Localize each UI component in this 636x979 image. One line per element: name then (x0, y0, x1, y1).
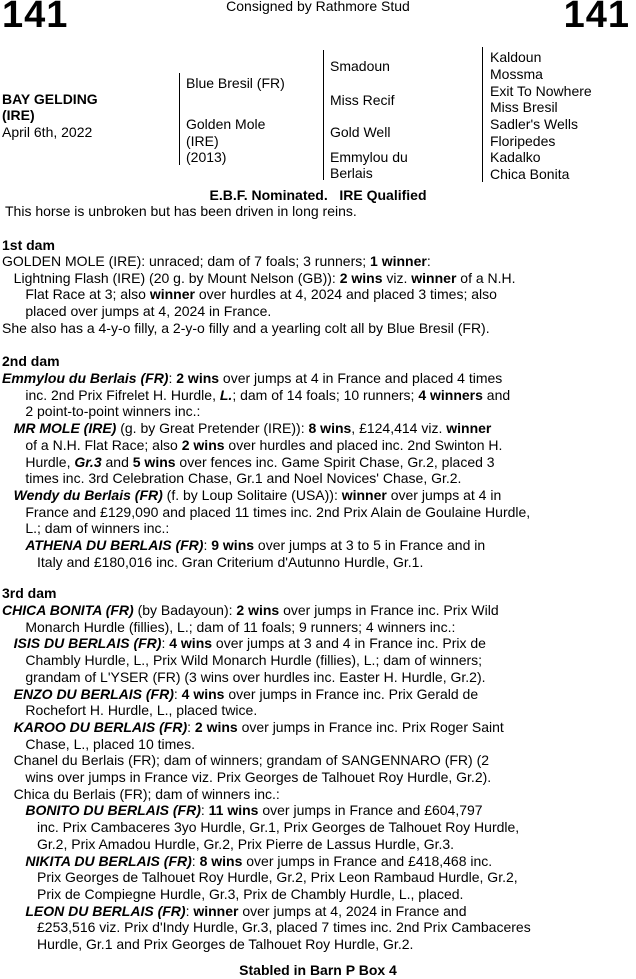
body-line: £253,516 viz. Prix d'Indy Hurdle, Gr.3, placed 7 times inc. 2nd Prix Cambaceres (2, 919, 531, 936)
stabling-info: Stabled in Barn P Box 4 (239, 962, 397, 978)
body-line: Emmylou du Berlais (FR): 2 wins over jumps at 4 in France and placed 4 times (2, 370, 503, 386)
horse-sex-colour: BAY GELDING (2, 91, 98, 107)
pedigree-ggp-1: Kaldoun (490, 49, 542, 65)
body-line: ENZO DU BERLAIS (FR): 4 wins over jumps in France inc. Prix Gerald de (13, 685, 479, 702)
body-line: Prix Georges de Talhouet Roy Hurdle, Gr.2, Prix Leon Rambaud Hurdle, Gr.2, (2, 869, 518, 886)
pedigree-sire-sire: Smadoun (330, 58, 390, 74)
pedigree-divider-3 (482, 47, 483, 182)
body-line: Wendy du Berlais (FR) (f. by Loup Solitaire (USA)): winner over jumps at 4 in (13, 486, 502, 503)
pedigree-ggp-4: Miss Bresil (490, 99, 558, 115)
section-second-dam: 2nd dam (2, 353, 60, 369)
pedigree-sire-dam: Miss Recif (330, 92, 395, 108)
body-line: Monarch Hurdle (fillies), L.; dam of 11 foals; 9 runners; 4 winners inc.: (2, 618, 456, 635)
note: This horse is unbroken but has been driven in long reins. (5, 203, 357, 219)
pedigree-ggp-3: Exit To Nowhere (490, 83, 592, 99)
body-line: Rochefort H. Hurdle, L., placed twice. (2, 702, 258, 719)
lot-number-left: 141 (2, 0, 69, 36)
horse-country: (IRE) (2, 107, 35, 123)
body-line: of a N.H. Flat Race; also 2 wins over hurdles and placed inc. 2nd Swinton H. (2, 436, 503, 453)
lot-number-right: 141 (563, 0, 630, 36)
pedigree-ggp-5: Sadler's Wells (490, 116, 578, 132)
consignor: Consigned by Rathmore Stud (226, 0, 410, 14)
body-line: inc. Prix Cambaceres 3yo Hurdle, Gr.1, Prix Georges de Talhouet Roy Hurdle, (2, 819, 520, 836)
pedigree-divider-1 (179, 73, 180, 165)
pedigree-ggp-2: Mossma (490, 66, 543, 82)
body-line: KAROO DU BERLAIS (FR): 2 wins over jumps in France inc. Prix Roger Saint (13, 718, 504, 735)
body-line: BONITO DU BERLAIS (FR): 11 wins over jumps in France and £604,797 (25, 802, 483, 819)
pedigree-sire: Blue Bresil (FR) (186, 75, 285, 91)
body-line: NIKITA DU BERLAIS (FR): 8 wins over jumps in France and £418,468 inc. (25, 852, 493, 869)
horse-foaled: April 6th, 2022 (2, 124, 93, 140)
body-line: Hurdle, Gr.1 and Prix Georges de Talhouet Roy Hurdle, Gr.2. (2, 936, 414, 952)
body-line: 2 point-to-point winners inc.: (2, 403, 201, 420)
pedigree-dam-line2: (IRE) (186, 133, 219, 149)
body-line: Italy and £180,016 inc. Gran Criterium d'Autunno Hurdle, Gr.1. (2, 553, 424, 570)
body-line: She also has a 4-y-o filly, a 2-y-o filly and a yearling colt all by Blue Bresil (FR). (2, 319, 490, 336)
body-line: ATHENA DU BERLAIS (FR): 9 wins over jumps at 3 to 5 in France and in (25, 537, 486, 553)
pedigree-ggp-8: Chica Bonita (490, 166, 570, 182)
body-line: Chica du Berlais (FR); dam of winners inc.: (2, 785, 280, 802)
pedigree-dam-line1: Golden Mole (186, 116, 266, 132)
pedigree-dam-line3: (2013) (186, 149, 227, 165)
body-line: Lightning Flash (IRE) (20 g. by Mount Nelson (GB)): 2 wins viz. winner of a N.H. (2, 269, 516, 286)
body-line: CHICA BONITA (FR) (by Badayoun): 2 wins over jumps in France inc. Prix Wild (2, 602, 499, 618)
body-line: Hurdle, Gr.3 and 5 wins over fences inc. Game Spirit Chase, Gr.2, placed 3 (2, 453, 495, 470)
pedigree-ggp-7: Kadalko (490, 149, 541, 165)
body-line: times inc. 3rd Celebration Chase, Gr.1 and Noel Novices' Chase, Gr.2. (2, 470, 462, 487)
body-line: Prix de Compiegne Hurdle, Gr.3, Prix de Chambly Hurdle, L., placed. (2, 885, 464, 902)
pedigree-dam-sire: Gold Well (330, 124, 391, 140)
body-line: Chanel du Berlais (FR); dam of winners; grandam of SANGENNARO (FR) (2 (2, 752, 490, 769)
body-line: Gr.2, Prix Amadou Hurdle, Gr.2, Prix Pierre de Lassus Hurdle, Gr.3. (2, 835, 455, 852)
pedigree-dam-dam-line1: Emmylou du (330, 149, 408, 165)
pedigree-dam-dam-line2: Berlais (330, 165, 373, 181)
body-line: wins over jumps in France viz. Prix Georges de Talhouet Roy Hurdle, Gr.2). (2, 769, 492, 785)
body-line: grandam of L'YSER (FR) (3 wins over hurdles inc. Easter H. Hurdle, Gr.2). (2, 668, 486, 685)
body-line: ISIS DU BERLAIS (FR): 4 wins over jumps at 3 and 4 in France inc. Prix de (13, 635, 486, 652)
body-line: GOLDEN MOLE (IRE): unraced; dam of 7 foals; 3 runners; 1 winner: (2, 253, 431, 269)
body-line: inc. 2nd Prix Fifrelet H. Hurdle, L.; dam of 14 foals; 10 runners; 4 winners and (2, 386, 511, 403)
ebf-status: E.B.F. Nominated. IRE Qualified (209, 187, 427, 203)
body-line: MR MOLE (IRE) (g. by Great Pretender (IRE)): 8 wins, £124,414 viz. winner (13, 420, 492, 437)
section-first-dam: 1st dam (2, 237, 55, 253)
body-line: LEON DU BERLAIS (FR): winner over jumps at 4, 2024 in France and (25, 902, 467, 919)
body-line: France and £129,090 and placed 11 times inc. 2nd Prix Alain de Goulaine Hurdle, (2, 503, 531, 520)
section-third-dam: 3rd dam (2, 585, 57, 601)
body-line: placed over jumps at 4, 2024 in France. (2, 303, 272, 320)
pedigree-divider-2 (323, 50, 324, 180)
body-line: Chambly Hurdle, L., Prix Wild Monarch Hurdle (fillies), L.; dam of winners; (2, 652, 483, 669)
body-line: Flat Race at 3; also winner over hurdles at 4, 2024 and placed 3 times; also (2, 286, 497, 303)
pedigree-ggp-6: Floripedes (490, 133, 556, 149)
body-line: L.; dam of winners inc.: (2, 520, 170, 537)
body-line: Chase, L., placed 10 times. (2, 735, 195, 752)
